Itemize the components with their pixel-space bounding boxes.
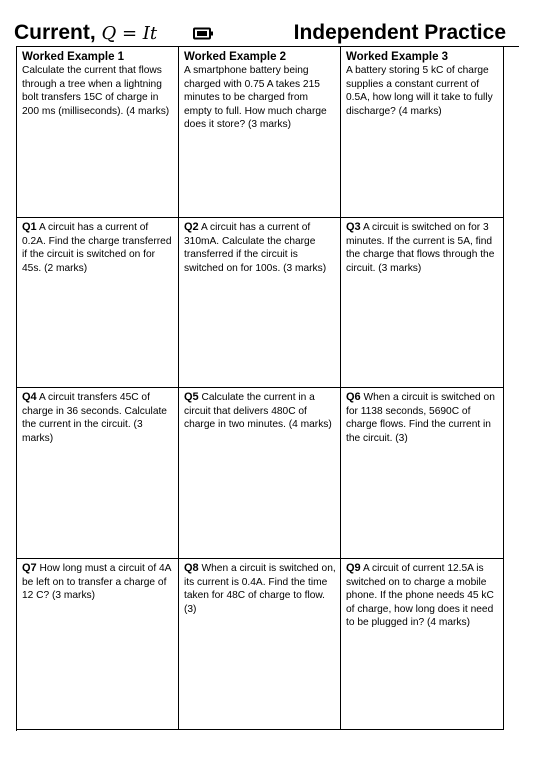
- question-8-cell: [179, 559, 341, 730]
- worked-example-heading: Worked Example 1: [22, 51, 125, 63]
- question-number: Q2: [184, 221, 199, 233]
- question-number: Q8: [184, 562, 199, 574]
- question-text: When a circuit is switched on, its current is 0.4A. Find the time taken for 48C of charge to flow. (3): [184, 563, 336, 615]
- question-9-cell: [341, 559, 504, 730]
- question-number: Q7: [22, 562, 37, 574]
- question-number: Q1: [22, 221, 37, 233]
- question-1-cell: [17, 218, 179, 388]
- battery-icon: [193, 27, 214, 40]
- question-number: Q4: [22, 391, 37, 403]
- question-4-cell: [17, 388, 179, 559]
- question-text: A circuit is switched on for 3 minutes. If the current is 5A, find the charge that flows through the circuit. (3 marks): [346, 222, 495, 274]
- worksheet-title: [14, 20, 157, 47]
- worked-example-text: A smartphone battery being charged with 0.75 A takes 215 minutes to be charged from empty to full. How much charge does it store? (3 marks): [184, 65, 327, 131]
- worked-example-3-cell: [341, 47, 504, 218]
- question-text: A circuit of current 12.5A is switched on to charge a mobile phone. If the phone needs 45 kC of charge, how long does it need to be plugged in? (4 marks): [346, 563, 494, 629]
- question-text: A circuit has a current of 310mA. Calculate the charge transferred if the circuit is switched on for 100s. (3 marks): [184, 222, 327, 274]
- question-number: Q3: [346, 221, 361, 233]
- question-2-cell: [179, 218, 341, 388]
- worked-example-text: Calculate the current that flows through a tree when a lightning bolt transfers 15C of charge in 200 ms (milliseconds). (4 marks): [22, 65, 170, 117]
- worked-example-text: A battery storing 5 kC of charge supplies a constant current of 0.5A, how long will it take to fully discharge? (4 marks): [346, 65, 493, 117]
- question-number: Q5: [184, 391, 199, 403]
- question-text: How long must a circuit of 4A be left on to transfer a charge of 12 C? (3 marks): [22, 563, 171, 602]
- question-number: Q6: [346, 391, 361, 403]
- worked-example-heading: Worked Example 3: [346, 51, 449, 63]
- question-6-cell: [341, 388, 504, 559]
- independent-practice-title: Independent Practice: [293, 21, 506, 44]
- question-text: Calculate the current in a circuit that delivers 480C of charge in two minutes. (4 marks): [184, 392, 332, 431]
- worked-example-heading: Worked Example 2: [184, 51, 287, 63]
- question-text: A circuit has a current of 0.2A. Find the charge transferred if the circuit is switched on for 45s. (2 marks): [22, 222, 172, 274]
- question-text: When a circuit is switched on for 1138 seconds, 5690C of charge flows. Find the current in the circuit. (3): [346, 392, 495, 444]
- question-3-cell: [341, 218, 504, 388]
- worked-example-1-cell: [17, 47, 179, 218]
- title-text: Current,: [14, 21, 102, 44]
- question-text: A circuit transfers 45C of charge in 36 seconds. Calculate the current in the circuit. (3 marks): [22, 392, 167, 444]
- question-7-cell: [17, 559, 179, 730]
- question-grid: [16, 46, 519, 731]
- question-5-cell: [179, 388, 341, 559]
- worksheet-header: [14, 20, 520, 46]
- question-number: Q9: [346, 562, 361, 574]
- title-formula: Q = It: [101, 23, 158, 44]
- worked-example-2-cell: [179, 47, 341, 218]
